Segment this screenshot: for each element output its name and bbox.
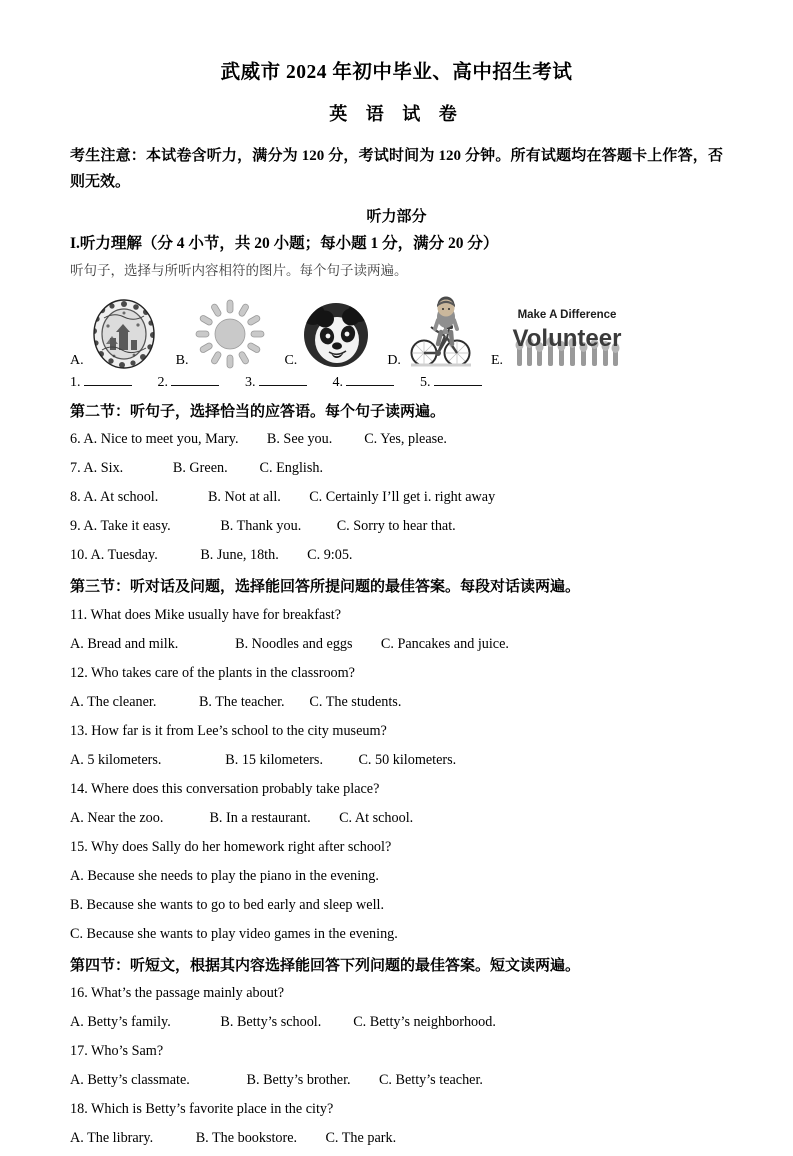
question-6-number: 6. bbox=[70, 431, 81, 448]
panda-icon bbox=[301, 300, 371, 370]
picture-label-a: A. bbox=[70, 352, 84, 368]
page-title: 武威市 2024 年初中毕业、高中招生考试 bbox=[220, 62, 573, 83]
question-13-stem: 13. How far is it from Lee’s school to the city museum? bbox=[70, 722, 387, 739]
poster-line-2-text: Volunteer bbox=[512, 324, 622, 352]
question-17-stem: 17. Who’s Sam? bbox=[70, 1043, 164, 1060]
section-1-heading: I.听力理解（分 4 小节，共 20 小题；每小题 1 分，满分 20 分） bbox=[70, 235, 499, 253]
question-8 bbox=[70, 486, 723, 508]
question-10-number: 10. bbox=[70, 547, 88, 564]
question-15-option-c[interactable]: C. Because she wants to play video games in the evening. bbox=[70, 925, 398, 942]
question-11-stem: 11. What does Mike usually have for breakfast? bbox=[70, 606, 342, 623]
picture-label-c: C. bbox=[284, 352, 298, 368]
picture-option-a bbox=[70, 298, 160, 370]
picture-option-b bbox=[176, 298, 269, 370]
question-6-options[interactable]: A. Nice to meet you, Mary. B. See you. C. Yes, please. bbox=[83, 431, 447, 448]
question-15-option-a[interactable]: A. Because she needs to play the piano in the evening. bbox=[70, 867, 379, 884]
answer-blank-2[interactable] bbox=[158, 374, 220, 391]
answer-blank-4-line[interactable] bbox=[346, 374, 394, 386]
question-9-number: 9. bbox=[70, 518, 81, 535]
question-12-stem: 12. Who takes care of the plants in the classroom? bbox=[70, 664, 355, 681]
question-7 bbox=[70, 457, 723, 479]
section-2-heading: 第二节：听句子，选择恰当的应答语。每个句子读两遍。 bbox=[70, 403, 446, 420]
picture-option-d bbox=[387, 296, 475, 370]
answer-blank-5-number: 5. bbox=[420, 374, 431, 390]
question-10-options[interactable]: A. Tuesday. B. June, 18th. C. 9:05. bbox=[90, 547, 353, 564]
question-14-stem: 14. Where does this conversation probably take place? bbox=[70, 780, 380, 797]
exam-notice: 考生注意：本试卷含听力，满分为 120 分，考试时间为 120 分钟。所有试题均在答题卡上作答，否则无效。 bbox=[70, 147, 723, 190]
question-18-options[interactable]: A. The library. B. The bookstore. C. The park. bbox=[70, 1130, 397, 1147]
picture-options-row bbox=[70, 292, 723, 370]
picture-label-e: E. bbox=[490, 352, 503, 368]
question-12-options[interactable]: A. The cleaner. B. The teacher. C. The students. bbox=[70, 693, 402, 710]
answer-blank-4[interactable] bbox=[333, 374, 395, 391]
question-14-options[interactable]: A. Near the zoo. B. In a restaurant. C. At school. bbox=[70, 809, 414, 826]
question-15-stem: 15. Why does Sally do her homework right after school? bbox=[70, 838, 392, 855]
question-18-stem: 18. Which is Betty’s favorite place in the city? bbox=[70, 1101, 334, 1118]
question-7-options[interactable]: A. Six. B. Green. C. English. bbox=[83, 460, 324, 477]
question-11-options[interactable]: A. Bread and milk. B. Noodles and eggs C. Pancakes and juice. bbox=[70, 635, 509, 652]
question-8-options[interactable]: A. At school. B. Not at all. C. Certainly I’ll get i. right away bbox=[83, 489, 496, 506]
answer-blank-1-line[interactable] bbox=[84, 374, 132, 386]
cyclist-icon bbox=[405, 296, 475, 370]
answer-blank-3-number: 3. bbox=[245, 374, 256, 390]
section-1-instruction: 听句子，选择与所听内容相符的图片。每个句子读两遍。 bbox=[70, 263, 408, 279]
answer-blank-5-line[interactable] bbox=[434, 374, 482, 386]
answer-blank-1-number: 1. bbox=[70, 374, 81, 390]
answer-blanks-row bbox=[70, 374, 723, 391]
page-subtitle: 英 语 试 卷 bbox=[329, 104, 464, 125]
question-9-options[interactable]: A. Take it easy. B. Thank you. C. Sorry to hear that. bbox=[83, 518, 456, 535]
volunteer-poster-icon bbox=[507, 304, 627, 370]
answer-blank-3-line[interactable] bbox=[259, 374, 307, 386]
answer-blank-4-number: 4. bbox=[332, 374, 343, 390]
listening-part-title: 听力部分 bbox=[366, 209, 427, 226]
picture-option-e bbox=[491, 304, 627, 370]
answer-blank-1[interactable] bbox=[70, 374, 132, 391]
picture-label-b: B. bbox=[175, 352, 189, 368]
question-13-options[interactable]: A. 5 kilometers. B. 15 kilometers. C. 50 kilometers. bbox=[70, 751, 457, 768]
question-17-options[interactable]: A. Betty’s classmate. B. Betty’s brother. C. Betty’s teacher. bbox=[70, 1072, 483, 1089]
question-8-number: 8. bbox=[70, 489, 81, 506]
section-4-heading: 第四节：听短文，根据其内容选择能回答下列问题的最佳答案。短文读两遍。 bbox=[70, 957, 581, 974]
answer-blank-3[interactable] bbox=[245, 374, 307, 391]
question-9 bbox=[70, 515, 723, 537]
question-7-number: 7. bbox=[70, 460, 81, 477]
question-10 bbox=[70, 544, 723, 566]
answer-blank-2-number: 2. bbox=[157, 374, 168, 390]
sun-icon bbox=[192, 298, 268, 370]
answer-blank-5[interactable] bbox=[420, 374, 482, 391]
question-15-option-b[interactable]: B. Because she wants to go to bed early and sleep well. bbox=[70, 896, 385, 913]
answer-blank-2-line[interactable] bbox=[171, 374, 219, 386]
picture-option-c bbox=[284, 300, 371, 370]
question-6 bbox=[70, 428, 723, 450]
poster-line-1-text: Make A Difference bbox=[517, 308, 617, 321]
question-16-stem: 16. What’s the passage mainly about? bbox=[70, 985, 285, 1002]
picture-label-d: D. bbox=[387, 352, 401, 368]
ornate-medallion-icon bbox=[88, 298, 160, 370]
page-content bbox=[70, 60, 723, 1156]
section-3-heading: 第三节：听对话及问题，选择能回答所提问题的最佳答案。每段对话读两遍。 bbox=[70, 579, 581, 596]
question-16-options[interactable]: A. Betty’s family. B. Betty’s school. C. Betty’s neighborhood. bbox=[70, 1014, 496, 1031]
